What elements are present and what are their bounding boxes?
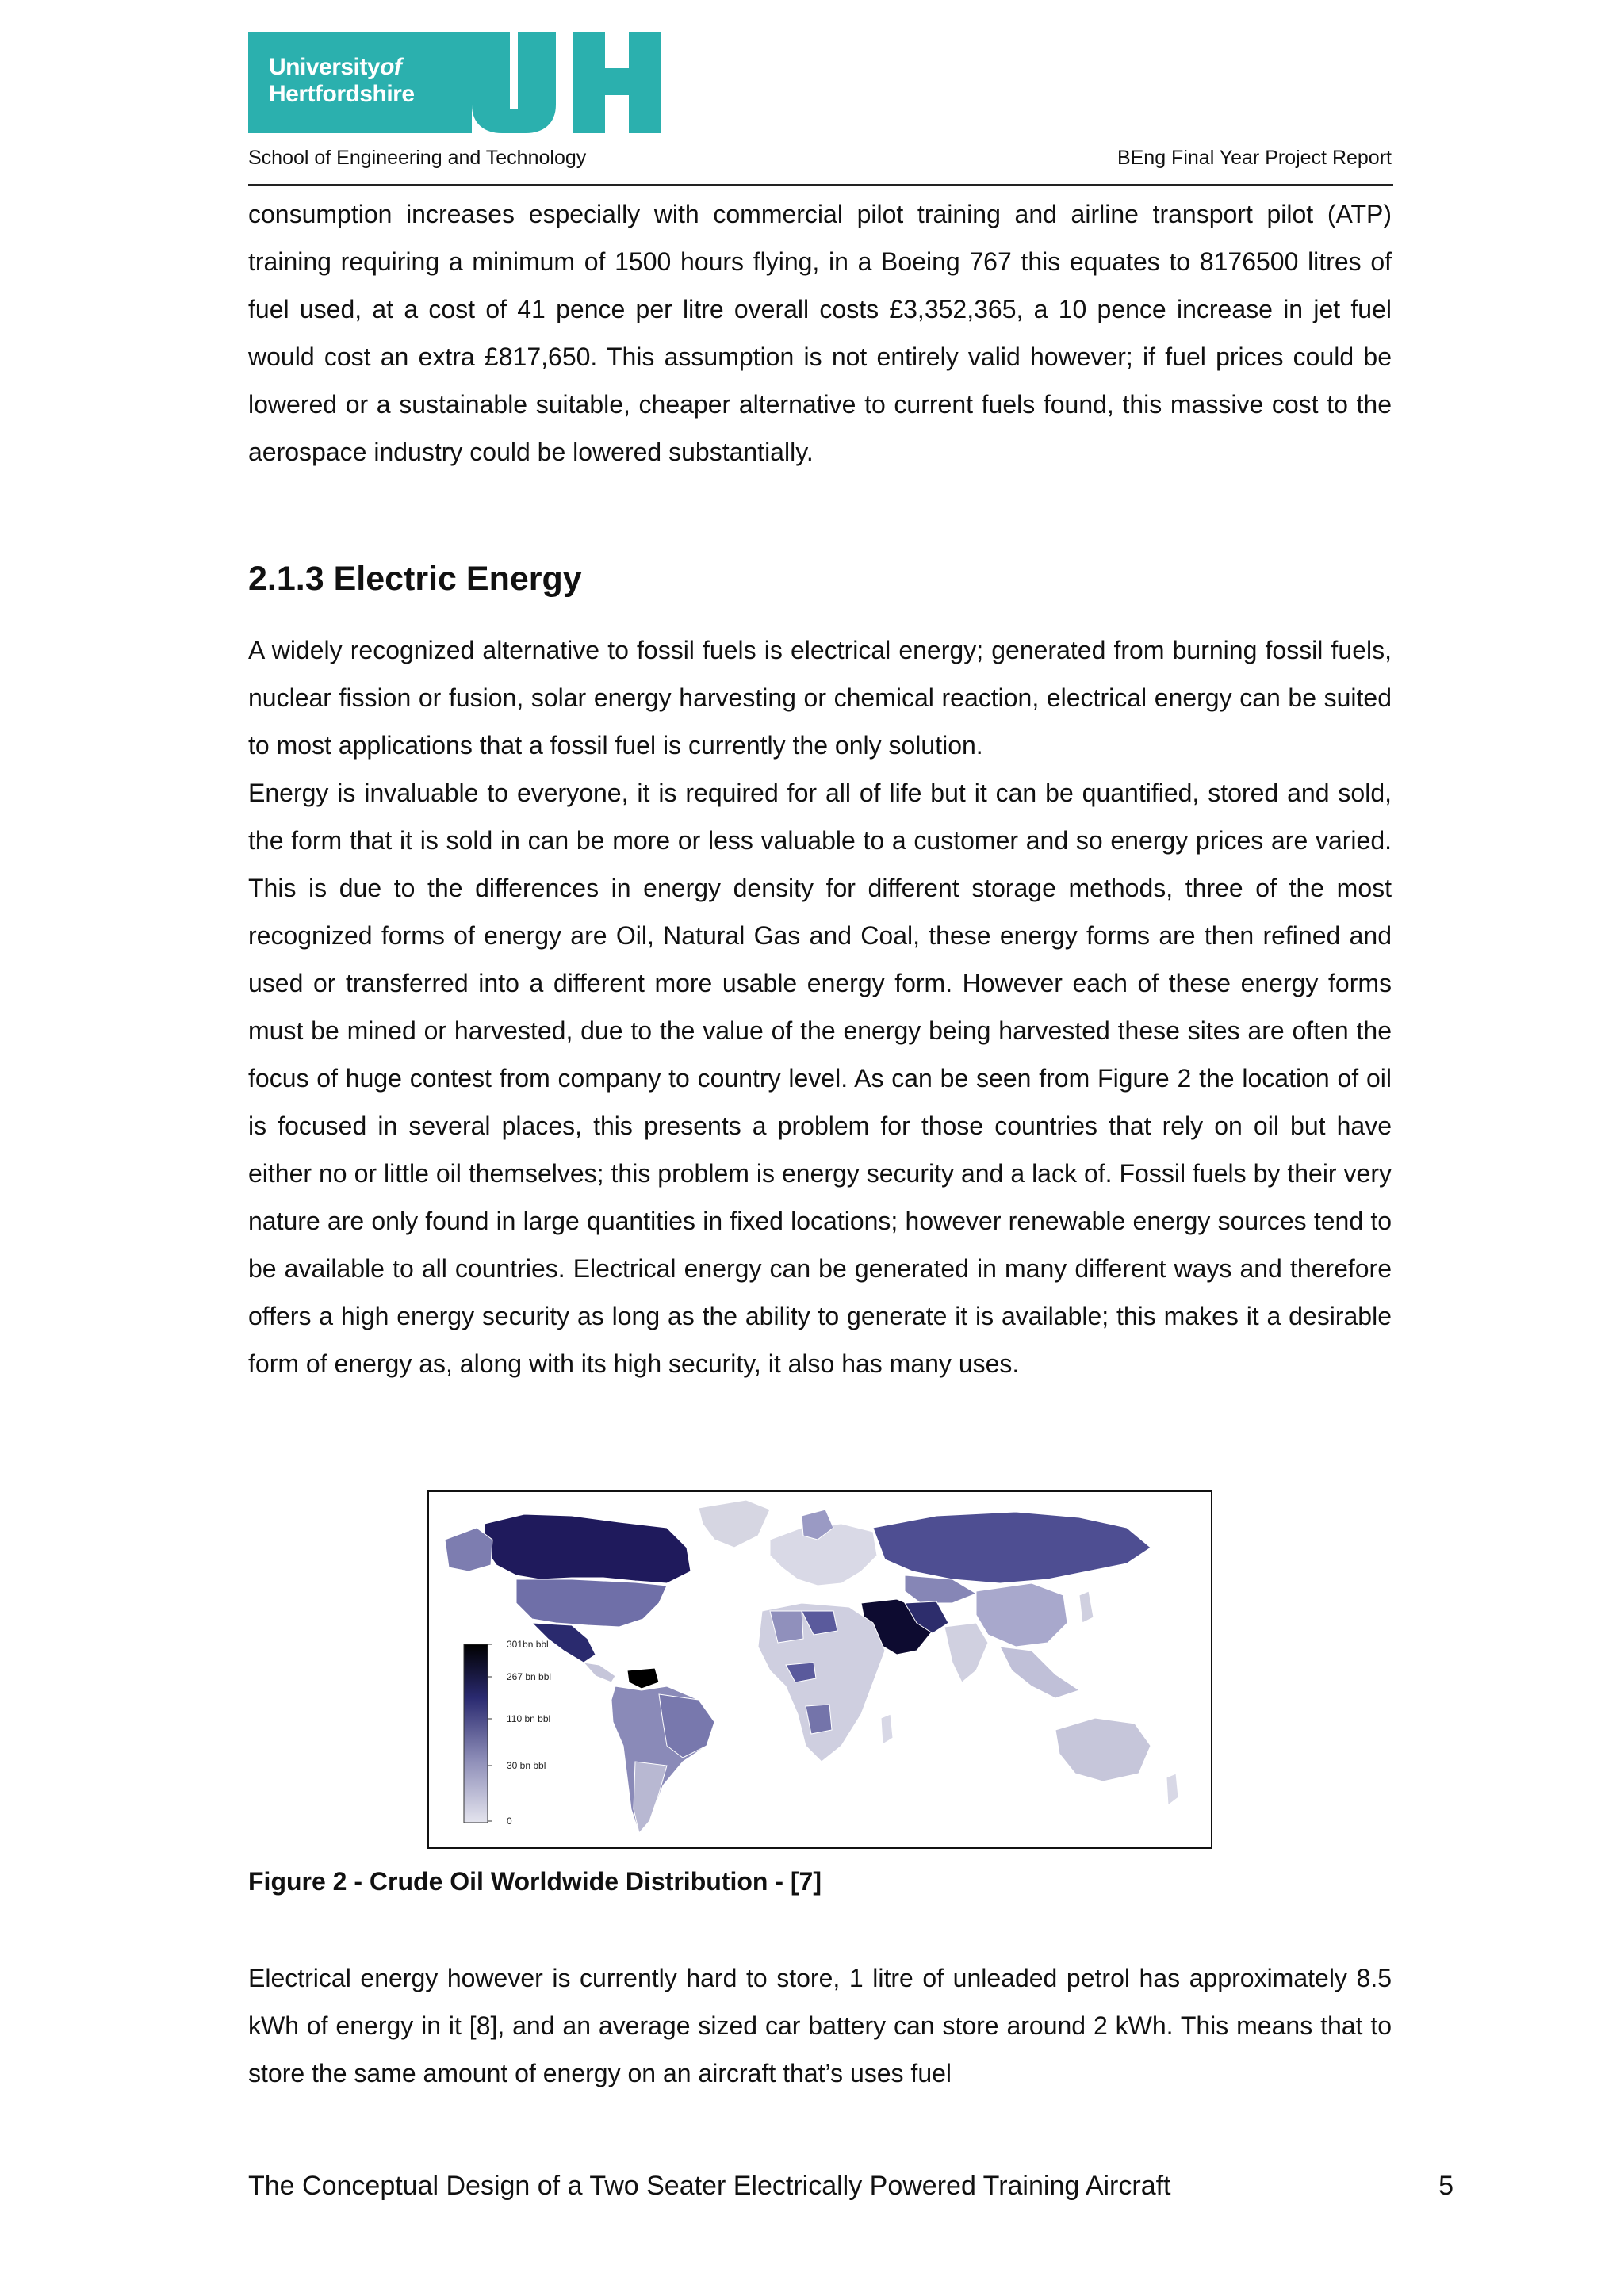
logo-h-letter [573,32,661,133]
oil-distribution-map-figure [427,1490,1212,1849]
legend-label-267: 267 bn bbl [507,1671,552,1682]
legend-label-0: 0 [507,1816,512,1827]
university-logo [248,32,661,133]
figure-caption: Figure 2 - Crude Oil Worldwide Distribution - [7] [248,1867,822,1896]
map-madagascar [881,1714,893,1744]
logo-line1: University [269,54,381,80]
map-argentina [634,1762,667,1833]
world-map [429,1492,1211,1847]
page-header [248,147,1392,170]
page-number: 5 [1438,2171,1454,2201]
logo-u-letter [454,32,573,133]
map-usa [516,1579,667,1627]
map-japan [1079,1591,1094,1623]
map-china [976,1583,1067,1647]
map-central-america [584,1663,615,1682]
logo-line2: Hertfordshire [269,81,415,107]
map-alaska [445,1528,492,1571]
map-india [944,1623,988,1682]
map-venezuela [627,1668,659,1689]
logo-box [248,32,472,133]
map-russia [873,1512,1151,1583]
paragraph-energy-security: Energy is invaluable to everyone, it is required for all of life but it can be quantified, stored and sold, the form that it is sold in can be more or less valuable to a customer and so energy prices are varied. This is due to the differences in energy density for different storage methods, three of the most recognized forms of energy are Oil, Natural Gas and Coal, these energy forms are then refined and used or transferred into a different more usable energy form. However each of these energy forms must be mined or harvested, due to the value of the energy being harvested these sites are often the focus of huge contest from company to country level. As can be seen from Figure 2 the location of oil is focused in several places, this presents a problem for those countries that rely on oil but have either no or little oil themselves; this problem is energy security and a lack of. Fossil fuels by their very nature are only found in large quantities in fixed locations; however renewable energy sources tend to be available to all countries. Electrical energy can be generated in many different ways and therefore offers a high energy security as long as the ability to generate it is available; this makes it a desirable form of energy as, along with its high security, it also has many uses. [248,779,1392,1378]
header-report: BEng Final Year Project Report [1116,147,1392,169]
legend-label-30: 30 bn bbl [507,1760,546,1771]
map-greenland [699,1500,770,1548]
footer-title: The Conceptual Design of a Two Seater Electrically Powered Training Aircraft [248,2171,1171,2201]
section-heading: 2.1.3 Electric Energy [248,560,582,598]
map-australia [1055,1718,1151,1781]
paragraph-electrical-alternative: A widely recognized alternative to fossil fuels is electrical energy; generated from burning fossil fuels, nuclear fission or fusion, solar energy harvesting or chemical reaction, electrical energy can be suited to most applications that a fossil fuel is currently the only solution. [248,636,1392,760]
legend-label-110: 110 bn bbl [507,1713,551,1724]
logo-text [269,54,415,108]
legend-label-301: 301bn bbl [507,1639,549,1650]
map-new-zealand [1166,1774,1178,1805]
header-school: School of Engineering and Technology [248,147,587,169]
paragraph-energy-storage: Electrical energy however is currently hard to store, 1 litre of unleaded petrol has approximately 8.5 kWh of energy in it [8], and an average sized car battery can store around 2 kWh. This means that to store the same amount of energy on an aircraft that’s uses fuel [248,1964,1392,2087]
header-rule [248,184,1393,186]
map-canada [485,1514,691,1583]
legend-colorbar [464,1644,488,1823]
logo-of: of [380,54,402,80]
paragraph-fuel-costs: consumption increases especially with commercial pilot training and airline transport pilot (ATP) training requiring a minimum of 1500 hours flying, in a Boeing 767 this equates to 8176500 litres of fuel used, at a cost of 41 pence per litre overall costs £3,352,365, a 10 pence increase in jet fuel would cost an extra £817,650. This assumption is not entirely valid however; if fuel prices could be lowered or a sustainable suitable, cheaper alternative to current fuels found, this massive cost to the aerospace industry could be lowered substantially. [248,200,1392,466]
map-se-asia [1000,1647,1079,1698]
